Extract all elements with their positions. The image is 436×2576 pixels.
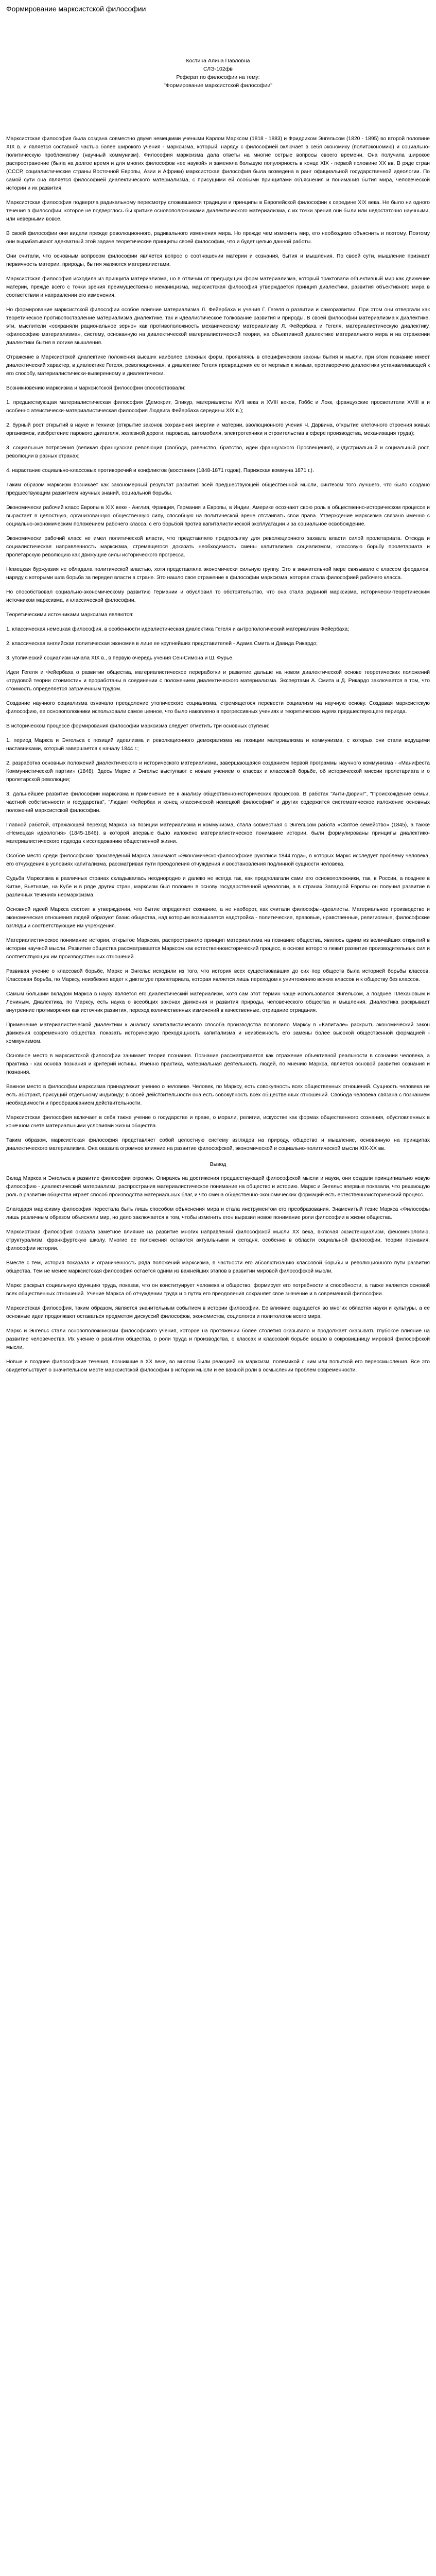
paragraph: В историческом процессе формирования философии марксизма следует отметить три основных ступени:: [6, 723, 270, 729]
list-item: 1. период Маркса и Энгельса с позиций идеализма и революционного демократизма на позиции материализма и коммунизма, с которых они стали ведущими наставниками, который завершается к началу 1844 г.;: [6, 738, 430, 752]
paragraph: Экономически рабочий класс не имел политической власти, что представляло предпосылку для революционного захвата власти силой пролетариата. Отсюда и социалистическая направленность марксизма, стремящегося доказать необходимость смены капитализма социализмом, классовую борьбу пролетариата и пролетарскую революцию как движущие силы исторического прогресса.: [6, 536, 430, 558]
paragraph: Применение материалистической диалектики к анализу капиталистического способа производства позволило Марксу в «Капитале» раскрыть экономический закон движения современного общества, показать историческую преходящность капитализма и неизбежность его замены более высокой общественной формацией - коммунизмом.: [6, 1022, 430, 1044]
paragraph: Но формирование марксистской философии особое влияние материализма Л. Фейербаха и учения Г. Гегеля о развитии и саморазвитии. При этом они отвергали как теоретическое противопоставление материализма диалектике, так и идеалистическое толкование развития и природы. В своей философии материализма к диалектике, эти, мыслители «сохраняли рациональное зерно» как противоположность механическому материализму Л. Фейербаха и Гегеля, материалистическую диалектику, «философию материализма», систему, основанную на диалектической материалистической теории, на объективной диалектике материального мира и на отражении диалектики бытия в логике мышления.: [6, 307, 430, 346]
paragraph: Новые и позднее философские течения, возникшие в XX веке, во многом были реакцией на марксизм, полемикой с ним или попыткой его переосмысления. Все это свидетельствует о значительном месте марксистской философии в истории мысли и ее важной роли в осмыслении проблем современности.: [6, 1359, 430, 1373]
conclusion-heading: Вывод: [210, 1161, 226, 1167]
list-item: 3. социальные потрясения (великая французская революция (свобода, равенство, братство, идеи французского Просвещения), индустриальный и социальный рост, революции в разных странах;: [6, 445, 430, 459]
group-code: СЛЭ-102фв: [203, 66, 233, 72]
report-label: Реферат по философии на тему:: [176, 74, 260, 80]
paragraph: Идеи Гегеля и Фейербаха о развитии общества, материалистическое переработки и развитие дальше на новом диалектической основе теоретических положений «трудовой теории стоимости» и проработаны в соединении с положением диалектического материализма. Экспертами А. Смита и Д. Рикардо заключается в том, что стоимость определяется затраченным трудом.: [6, 670, 430, 692]
main-body-section: [6, 906, 430, 1153]
paragraph: Создание научного социализма означало преодоление утопического социализма, стремящегося перевести социализм на научную основу. Создавая марксистскую философию, ее основоположники использовали самое ценное, что было накоплено в прогрессивных учениях и теоретических идеях предшествующего периода.: [6, 701, 430, 715]
paragraph: Немецкая буржуазия не обладала политической властью, хотя представляла экономически сильную группу. Это в значительной мере связывало с классом феодалов, наряду с которыми шла борьба за передел власти в стране. Это нашло свое отражение в философии марксизма, которая стала философией рабочего класса.: [6, 567, 430, 581]
list-item: 1. предшествующая материалистическая философия (Демокрит, Эпикур, материалисты XVII века и XVIII веков, Гоббс и Локк, французские просветители XVIII в и особенно атеистически-материалистическая философия Людвига Фейербаха середины XIX в.);: [6, 400, 430, 414]
conclusion-section: [6, 1160, 430, 1375]
paragraph: Отражение в Марксистской диалектике положения высших наиболее сложных форм, проявляясь в специфическом законы бытия и мысли, при этом познание имеет диалектический характер, в диалектике Гегеля, революционная, в диалектике Гегеля превращения ее от мертвых к живым, противоречию диалектики устанавливающей к его способу, материалистически-выверенному и диалектически.: [6, 354, 430, 377]
list-item: 3. утопический социализм начала XIX в., в первую очередь учения Сен-Симона и Ш. Фурье.: [6, 655, 234, 661]
paragraph: Марксистская философия была создана совместно двумя немецкими учеными Карлом Марксом (1818 - 1883) и Фридрихом Энгельсом (1820 - 1895) во второй половине XIX в. и является составной частью более широкого учения - марксизма, который, наряду с философией включает в себя экономику (политэкономию) и социально-политическую проблематику (научный коммунизм). Философия марксизма дала ответы на многие острые вопросы своего времени. Она получила широкое распространение (была на долгое время и для многих философов «ее наукой» и заменяла большую популярность в конце XIX - первой половине XX вв. В ряде стран (СССР, социалистические страны Восточной Европы, Азии и Африки) марксистская философия была возведена в ранг официальной государственной идеологии. По самой сути она является философией диалектического материализма, с присущими ей особыми принципами объяснения и понимания бытия мира, человеческой истории и их развития.: [6, 136, 430, 191]
paragraph: Маркс и Энгельс стали основоположниками философского учения, которое на протяжении более столетия оказывало и продолжает оказывать глубокое влияние на развитие человечества. Их учение о развитии общества, о роли труда и производства, о классах и классовой борьбе вошло в сокровищницу мировой философской мысли.: [6, 1328, 430, 1350]
paragraph: Они считали, что основным вопросом философии является вопрос о соотношении материи и сознания, бытия и мышления. По своей сути, мышление признает первичность материи, природы, бытия являются материалистами.: [6, 253, 430, 267]
paragraph: Теоретическими источниками марксизма являются:: [6, 612, 134, 618]
author-name: Костина Алина Павловна: [186, 58, 250, 64]
list-item: 1. классическая немецкая философия, в особенности идеалистическая диалектика Гегеля и антропологический материализм Фейербаха;: [6, 626, 350, 632]
paragraph: Таким образом, марксистская философия представляет собой целостную систему взглядов на природу, общество и мышление, основанную на принципах диалектического материализма. Она оказала огромное влияние на развитие философской, экономической и социально-политической мысли XIX-XX вв.: [6, 1138, 430, 1151]
paragraph: Марксистская философия оказала заметное влияние на развитие многих направлений философской мысли XX века, включая экзистенциализм, феноменологию, структурализм, франкфуртскую школу. Многие ее положения остаются актуальными и сегодня, особенно в области социальной философии, теории познания, философии истории.: [6, 1229, 430, 1251]
paragraph: Вклад Маркса и Энгельса в развитие философии огромен. Опираясь на достижения предшествующей философской мысли и науки, они создали принципиально новую философию - диалектический материализм, распространив материалистическое понимание на общество и историю. Маркс и Энгельс впервые показали, что решающую роль в развитии общества играет способ производства материальных благ, и что смена общественно-экономических формаций есть естественноисторический процесс.: [6, 1176, 430, 1198]
paragraph: Марксистская философия исходила из принципа материализма, но в отличии от предыдущих форм материализма, который трактовали объективный мир как движение материи, прежде всего с точки зрения преимущественно механицизма, марксистская философия утверждается принцип диалектики, развития объективного мира в соответствии и направлении его изменения.: [6, 276, 430, 298]
paragraph: Главной работой, отражающей переход Маркса на позиции материализма и коммунизма, стала совместная с Энгельсом работа «Святое семейство» (1845), а также «Немецкая идеология» (1845-1846), в которой впервые было изложено материалистическое понимание истории, были формулированы принципы диалектико-материалистического подхода к исследованию общественной жизни.: [6, 822, 430, 844]
paragraph: Марксистская философия подвергла радикальному пересмотру сложившиеся традиции и принципы в Европейской философии к середине XIX века. Не было ни одного течения в философии, которое не подверглось бы критике основоположниками диалектического материализма, с их точки зрения они были или недостаточно научными, или неверными вовсе.: [6, 200, 430, 222]
document-content: [6, 135, 430, 1375]
paragraph: Благодаря марксизму философия перестала быть лишь способом объяснения мира и стала инструментом его преобразования. Знаменитый тезис Маркса «Философы лишь различным образом объясняли мир, но дело заключается в том, чтобы изменить его» выразил новое понимание роли философии в жизни общества.: [6, 1207, 430, 1221]
paragraph: Марксистская философия включает в себя также учение о государстве и праве, о морали, религии, искусстве как формах общественного сознания, обусловленных в конечном счете материальными условиями жизни общества.: [6, 1115, 430, 1129]
section-lead: Возникновению марксизма и марксистской философии способствовали:: [6, 385, 186, 391]
intro-section: [6, 135, 430, 378]
paragraph: Марксистская философия, таким образом, является значительным событием в истории философии. Ее влияние ощущается во многих областях науки и культуры, а ее основные идеи продолжают оставаться предметом дискуссий философов, экономистов, социологов и политологов всего мира.: [6, 1306, 430, 1319]
list-item: 3. дальнейшее развитие философии марксизма и применение ее к анализу общественно-исторических процессов. В работах "Анти-Дюринг", "Происхождение семьи, частной собственности и государства", "Людвиг Фейербах и конец классической немецкой философии" и других содержится систематическое изложение основных положений марксистской философии.: [6, 791, 430, 814]
paragraph: Основной идеей Маркса состоит в утверждении, что бытие определяет сознание, а не наоборот, как считали философы-идеалисты. Материальное производство и экономические отношения людей образуют базис общества, над которым возвышается надстройка - политические, правовые, нравственные, религиозные, философские взгляды и соответствующие им учреждения.: [6, 907, 430, 929]
theory-sources-section: [6, 625, 430, 900]
paragraph: Таким образом марксизм возникает как закономерный результат развития всей предшествующей общественной мысли, синтезом того лучшего, что было создано предшествующим развитием научных знаний, социальной борьбы.: [6, 482, 430, 496]
list-item: 2. классическая английская политическая экономия в лице ее крупнейших представителей - Адама Смита и Давида Рикардо;: [6, 641, 318, 647]
paragraph: Основное место в марксистской философии занимает теория познания. Познание рассматривается как отражение объективной реальности в сознании человека, а практика - как основа познания и критерий истины. Именно практика, материальная деятельность людей, по мнению Маркса, является основой развития сознания и познания.: [6, 1053, 430, 1075]
paragraph: Судьба Марксизма в различных странах складывалась неоднородно и далеко не всегда так, как предполагали сами его основоположники, так, в России, а позднее в Китае, Вьетнаме, на Кубе и в ряде других стран, марксизм был положен в основу государственной идеологии, а в странах Западной Европы он получил развитие в различных течениях неомарксизма.: [6, 876, 430, 898]
page-title: Формирование марксистской философии: [6, 5, 146, 13]
paragraph: В своей философии они видели прежде революционного, радикального изменения мира. Но прежде чем изменить мир, его необходимо объяснить и поэтому. Поэтому они вырабатывают адекватный этой задаче теоретические принципы своей философии, что и будет целью данной работы.: [6, 231, 430, 245]
report-title: "Формирование марксистской философии": [163, 82, 272, 89]
paragraph: Экономически рабочий класс Европы в XIX веке - Англия, Франция, Германия и Европы, в Индии, Америке осознают свою роль в общественно-историческом процессе и вырастает в целостную, организованную общественную силу, способную на политической арене отстаивать свои права. Утверждение марксизма связано именно с социально-экономическим положением рабочего класса, с его борьбой против капиталистической эксплуатации и за социальное освобождение.: [6, 505, 430, 527]
paragraph: Материалистическое понимание истории, открытое Марксом, распространило принцип материализма на познание общества, явилось одним из величайших открытий в истории научной мысли. Развитие общества рассматривается Марксом как естественноисторический процесс, в основе которого лежит развитие производительных сил и соответствующих им производственных отношений.: [6, 938, 430, 960]
list-item: 2. разработка основных положений диалектического и исторического материализма, завершающаяся созданием первой программы научного коммунизма - «Манифеста Коммунистической партии» (1848). Здесь Маркс и Энгельс выступают с новым учением о классах и классовой борьбе, об исторической миссии пролетариата и о пролетарской революции;: [6, 760, 430, 783]
sources-section: [6, 384, 430, 619]
paragraph: Вместе с тем, история показала и ограниченность ряда положений марксизма, в частности его абсолютизацию классовой борьбы и революционного пути развития общества. Тем не менее марксистская философия остается одним из важнейших этапов в развитии мировой философской мысли.: [6, 1260, 430, 1274]
list-item: 4. нарастание социально-классовых противоречий и конфликтов (восстания (1848-1871 годов), Парижская коммуна 1871 г.).: [6, 468, 314, 473]
paragraph: Особое место среди философских произведений Маркса занимают «Экономическо-философские рукописи 1844 года», в которых Маркс исследует проблему человека, его отчуждения в условиях капитализма, рассматривая пути преодоления отчуждения и восстановления подлинной сущности человека.: [6, 853, 430, 867]
paragraph: Важное место в философии марксизма принадлежит учению о человеке. Человек, по Марксу, есть совокупность всех общественных отношений. Сущность человека не есть абстракт, присущий отдельному индивиду; в своей действительности она есть совокупность всех общественных отношений. Свобода человека связана с познанием необходимости и преобразованием действительности.: [6, 1084, 430, 1106]
list-item: 2. бурный рост открытий в науке и технике (открытие законов сохранения энергии и материи, эволюционного учения Ч. Дарвина, открытие клеточного строения живых организмов, изобретение парового двигателя, железной дороги, паровоза, автомобиля, электротехники и строительства в сфере производства, механизация труда);: [6, 422, 430, 436]
paragraph: Но способствовал социально-экономическому развитию Германии и обусловил то обстоятельство, что она стала родиной марксизма, исторически-теоретическим источником марксизма, и классической философии.: [6, 589, 430, 603]
paragraph: Маркс раскрыл социальную функцию труда, показав, что он конституирует человека и общество, формирует его потребности и способности, а также является основой всех общественных отношений. Учение Маркса об отчуждении труда и о путях его преодоления сохраняет свое значение и в современной философии.: [6, 1283, 430, 1297]
paragraph: Развивая учение о классовой борьбе, Маркс и Энгельс исходили из того, что история всех существовавших до сих пор обществ была историей борьбы классов. Классовая борьба, по Марксу, неизбежно ведет к диктатуре пролетариата, которая является лишь переходом к уничтожению всяких классов и к обществу без классов.: [6, 969, 430, 982]
paragraph: Самым большим вкладом Маркса в науку является его диалектический материализм, хотя сам этот термин чаще использовался Энгельсом, а позднее Плехановым и Лениным. Диалектика, по Марксу, есть наука о всеобщих законах движения и развития природы, человеческого общества и мышления. Диалектика раскрывает внутренние противоречия как источник развития, переход количественных изменений в качественные, отрицание отрицания.: [6, 991, 430, 1013]
title-block: [6, 57, 430, 90]
